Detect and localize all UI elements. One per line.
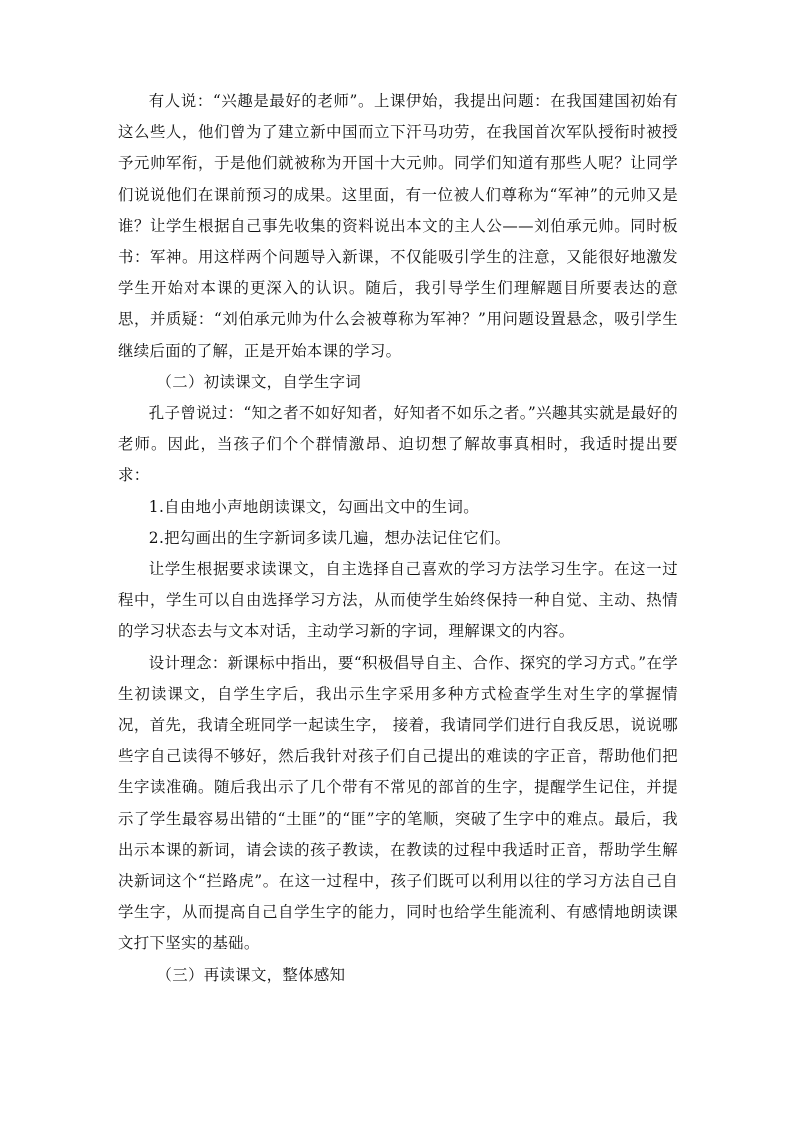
requirement-item-2: 2.把勾画出的生字新词多读几遍，想办法记住它们。 — [148, 528, 511, 547]
section-heading-2: （二）初读课文，自学生字词 — [156, 372, 362, 391]
self-study-paragraph: 让学生根据要求读课文，自主选择自己喜欢的学习方法学习生字。在这一过程中，学生可以自由选择学习方法，从而使学生始终保持一种自觉、主动、热情的学习状态去与文本对话，主动学习新的字词，理解课文的内容。 — [118, 560, 678, 641]
confucius-paragraph: 孔子曾说过：“知之者不如好知者，好知者不如乐之者。”兴趣其实就是最好的老师。因此，当孩子们个个群情激昂、迫切想了解故事真相时，我适时提出要求： — [118, 404, 678, 485]
document-page — [118, 86, 678, 991]
intro-paragraph: 有人说：“兴趣是最好的老师”。上课伊始，我提出问题：在我国建国初始有这么些人，他们曾为了建立新中国而立下汗马功劳，在我国首次军队授衔时被授予元帅军衔，于是他们就被称为开国十大元帅。同学们知道有那些人呢？让同学们说说他们在课前预习的成果。这里面，有一位被人们尊称为“军神”的元帅又是谁？让学生根据自己事先收集的资料说出本文的主人公——刘伯承元帅。同时板书：军神。用这样两个问题导入新课，不仅能吸引学生的注意，又能很好地激发学生开始对本课的更深入的认识。随后，我引导学生们理解题目所要表达的意思，并质疑：“刘伯承元帅为什么会被尊称为军神？”用问题设置悬念，吸引学生继续后面的了解，正是开始本课的学习。 — [118, 92, 678, 360]
requirement-item-1: 1.自由地小声地朗读课文，勾画出文中的生词。 — [148, 497, 479, 516]
design-concept-paragraph: 设计理念：新课标中指出，要“积极倡导自主、合作、探究的学习方式。”在学生初读课文，自学生字后，我出示生字采用多种方式检查学生对生字的掌握情况，首先，我请全班同学一起读生字， 接着，我请同学们进行自我反思，说说哪些字自己读得不够好，然后我针对孩子们自己提出的难读的字正音，帮助他们把生字读准确。随后我出示了几个带有不常见的部首的生字，提醒学生记住，并提示了学生最容易出错的“土匪”的“匪”字的笔顺，突破了生字中的难点。最后，我出示本课的新词，请会读的孩子教读，在教读的过程中我适时正音，帮助学生解决新词这个“拦路虎”。在这一过程中，孩子们既可以利用以往的学习方法自己自学生字，从而提高自己自学生字的能力，同时也给学生能流利、有感情地朗读课文打下坚实的基础。 — [118, 653, 678, 953]
section-heading-3: （三）再读课文，整体感知 — [156, 965, 346, 984]
